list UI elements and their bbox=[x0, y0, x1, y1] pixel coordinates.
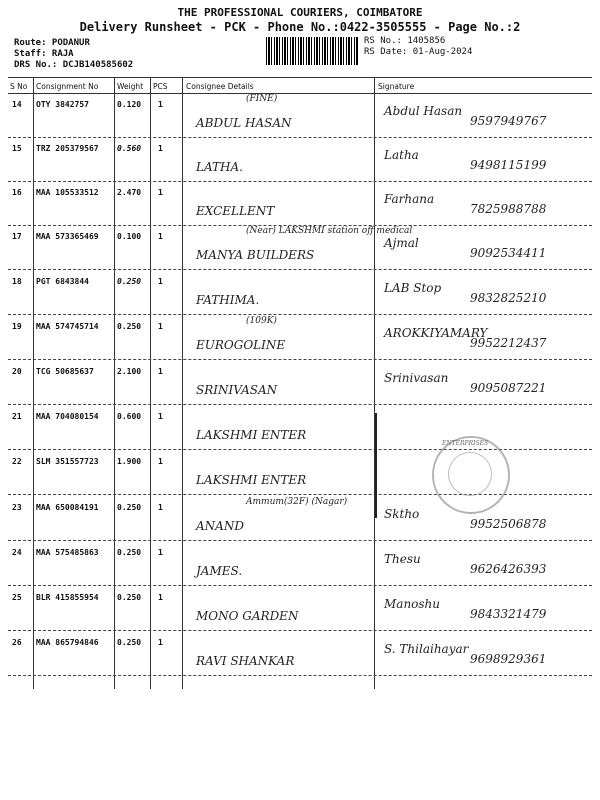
row-sno: 15 bbox=[12, 144, 22, 153]
col-divider bbox=[33, 77, 34, 689]
row-weight: 0.250 bbox=[117, 548, 142, 557]
row-sno: 17 bbox=[12, 232, 22, 241]
row-weight: 0.560 bbox=[117, 144, 142, 153]
row-divider bbox=[8, 540, 592, 541]
row-consignee-name: LAKSHMI ENTER bbox=[196, 473, 307, 487]
row-consignment-no: MAA 105533512 bbox=[36, 188, 99, 197]
col-divider bbox=[150, 77, 151, 689]
row-sno: 22 bbox=[12, 457, 22, 466]
row-signature: LAB Stop bbox=[384, 281, 442, 295]
row-phone: 9698929361 bbox=[470, 652, 547, 666]
row-consignee-name: MANYA BUILDERS bbox=[196, 248, 315, 262]
staff-label: Staff: RAJA bbox=[14, 49, 74, 59]
row-weight: 2.100 bbox=[117, 367, 142, 376]
col-header-weight: Weight bbox=[117, 82, 144, 91]
row-sno: 16 bbox=[12, 188, 22, 197]
row-pcs: 1 bbox=[158, 638, 163, 647]
row-consignment-no: MAA 704080154 bbox=[36, 412, 99, 421]
row-sno: 19 bbox=[12, 322, 22, 331]
row-sno: 25 bbox=[12, 593, 22, 602]
row-phone: 9597949767 bbox=[470, 114, 547, 128]
row-consignee-name: JAMES. bbox=[196, 564, 243, 578]
row-pcs: 1 bbox=[158, 144, 163, 153]
row-signature: AROKKIYAMARY bbox=[384, 326, 488, 340]
row-consignee-name: EUROGOLINE bbox=[196, 338, 286, 352]
row-pcs: 1 bbox=[158, 277, 163, 286]
row-signature: Thesu bbox=[384, 552, 421, 566]
col-header-consignment: Consignment No bbox=[36, 82, 99, 91]
col-divider bbox=[374, 77, 375, 689]
row-phone: 7825988788 bbox=[470, 202, 547, 216]
col-divider bbox=[182, 77, 183, 689]
barcode bbox=[266, 37, 358, 65]
row-consignment-no: MAA 650084191 bbox=[36, 503, 99, 512]
row-consignee-note: (FINE) bbox=[246, 94, 278, 104]
row-consignment-no: TRZ 205379567 bbox=[36, 144, 99, 153]
row-sno: 26 bbox=[12, 638, 22, 647]
row-consignment-no: TCG 50685637 bbox=[36, 367, 94, 376]
row-weight: 0.250 bbox=[117, 277, 142, 286]
row-consignment-no: MAA 573365469 bbox=[36, 232, 99, 241]
row-pcs: 1 bbox=[158, 188, 163, 197]
document-title: THE PROFESSIONAL COURIERS, COIMBATORE bbox=[177, 6, 423, 19]
row-phone: 9095087221 bbox=[470, 381, 547, 395]
row-pcs: 1 bbox=[158, 548, 163, 557]
row-weight: 1.900 bbox=[117, 457, 142, 466]
row-weight: 0.250 bbox=[117, 503, 142, 512]
row-weight: 0.250 bbox=[117, 593, 142, 602]
row-phone: 9832825210 bbox=[470, 291, 547, 305]
row-sno: 20 bbox=[12, 367, 22, 376]
col-divider bbox=[114, 77, 115, 689]
row-weight: 0.250 bbox=[117, 638, 142, 647]
row-phone: 9626426393 bbox=[470, 562, 547, 576]
row-divider bbox=[8, 585, 592, 586]
row-weight: 0.120 bbox=[117, 100, 142, 109]
row-consignee-name: RAVI SHANKAR bbox=[196, 654, 295, 668]
row-weight: 0.250 bbox=[117, 322, 142, 331]
row-divider bbox=[8, 269, 592, 270]
row-pcs: 1 bbox=[158, 232, 163, 241]
row-signature: Sktho bbox=[384, 507, 420, 521]
row-divider bbox=[8, 314, 592, 315]
row-weight: 0.600 bbox=[117, 412, 142, 421]
row-divider bbox=[8, 404, 592, 405]
row-pcs: 1 bbox=[158, 412, 163, 421]
row-divider bbox=[8, 630, 592, 631]
header-bottom-border bbox=[8, 93, 592, 94]
row-sno: 14 bbox=[12, 100, 22, 109]
route-label: Route: PODANUR bbox=[14, 38, 90, 48]
row-divider bbox=[8, 137, 592, 138]
row-divider bbox=[8, 675, 592, 676]
row-signature: Ajmal bbox=[384, 236, 419, 250]
row-consignee-note: (Near) LAKSHMI station off medical bbox=[246, 226, 413, 236]
row-consignee-name: EXCELLENT bbox=[196, 204, 275, 218]
row-consignment-no: MAA 575485863 bbox=[36, 548, 99, 557]
row-signature: Farhana bbox=[384, 192, 435, 206]
row-consignee-note: Ammum(32F) (Nagar) bbox=[246, 497, 348, 507]
row-signature: S. Thilaihayar bbox=[384, 642, 469, 656]
row-pcs: 1 bbox=[158, 100, 163, 109]
row-phone: 9092534411 bbox=[470, 246, 547, 260]
row-consignee-note: (109K) bbox=[246, 316, 277, 326]
row-weight: 2.470 bbox=[117, 188, 142, 197]
row-consignee-name: LATHA. bbox=[196, 160, 243, 174]
row-sno: 21 bbox=[12, 412, 22, 421]
col-header-pcs: PCS bbox=[153, 82, 168, 91]
row-consignment-no: MAA 865794846 bbox=[36, 638, 99, 647]
rs-number: RS No.: 1405856 bbox=[364, 36, 446, 46]
col-header-signature: Signature bbox=[378, 82, 415, 91]
row-phone: 9843321479 bbox=[470, 607, 547, 621]
handwritten-bracket-line bbox=[375, 413, 377, 518]
drs-label: DRS No.: DCJB140585602 bbox=[14, 60, 134, 70]
row-consignment-no: PGT 6843844 bbox=[36, 277, 89, 286]
table-top-border bbox=[8, 77, 592, 78]
row-consignment-no: BLR 415855954 bbox=[36, 593, 99, 602]
row-pcs: 1 bbox=[158, 593, 163, 602]
document-subtitle: Delivery Runsheet - PCK - Phone No.:0422-3505555 - Page No.:2 bbox=[79, 20, 521, 34]
row-consignment-no: MAA 574745714 bbox=[36, 322, 99, 331]
col-header-consignee: Consignee Details bbox=[186, 82, 254, 91]
row-consignee-name: ANAND bbox=[196, 519, 244, 533]
row-consignment-no: OTY 3842757 bbox=[36, 100, 89, 109]
row-pcs: 1 bbox=[158, 322, 163, 331]
row-consignee-name: ABDUL HASAN bbox=[196, 116, 292, 130]
row-sno: 23 bbox=[12, 503, 22, 512]
row-signature: Srinivasan bbox=[384, 371, 449, 385]
row-weight: 0.100 bbox=[117, 232, 142, 241]
row-divider bbox=[8, 359, 592, 360]
row-consignee-name: FATHIMA. bbox=[196, 293, 260, 307]
row-pcs: 1 bbox=[158, 457, 163, 466]
col-header-sno: S No bbox=[10, 82, 28, 91]
row-phone: 9952506878 bbox=[470, 517, 547, 531]
row-phone: 9952212437 bbox=[470, 336, 547, 350]
row-phone: 9498115199 bbox=[470, 158, 547, 172]
row-sno: 18 bbox=[12, 277, 22, 286]
company-stamp-inner bbox=[448, 452, 492, 496]
row-consignment-no: SLM 351557723 bbox=[36, 457, 99, 466]
row-signature: Abdul Hasan bbox=[384, 104, 463, 118]
row-sno: 24 bbox=[12, 548, 22, 557]
row-pcs: 1 bbox=[158, 503, 163, 512]
row-consignee-name: MONO GARDEN bbox=[196, 609, 299, 623]
row-pcs: 1 bbox=[158, 367, 163, 376]
row-consignee-name: LAKSHMI ENTER bbox=[196, 428, 307, 442]
row-consignee-name: SRINIVASAN bbox=[196, 383, 278, 397]
rs-date: RS Date: 01-Aug-2024 bbox=[364, 47, 473, 57]
row-divider bbox=[8, 181, 592, 182]
row-signature: Manoshu bbox=[384, 597, 441, 611]
row-signature: Latha bbox=[384, 148, 419, 162]
stamp-text: ENTERPRISES bbox=[442, 440, 489, 447]
row-divider bbox=[8, 449, 592, 450]
